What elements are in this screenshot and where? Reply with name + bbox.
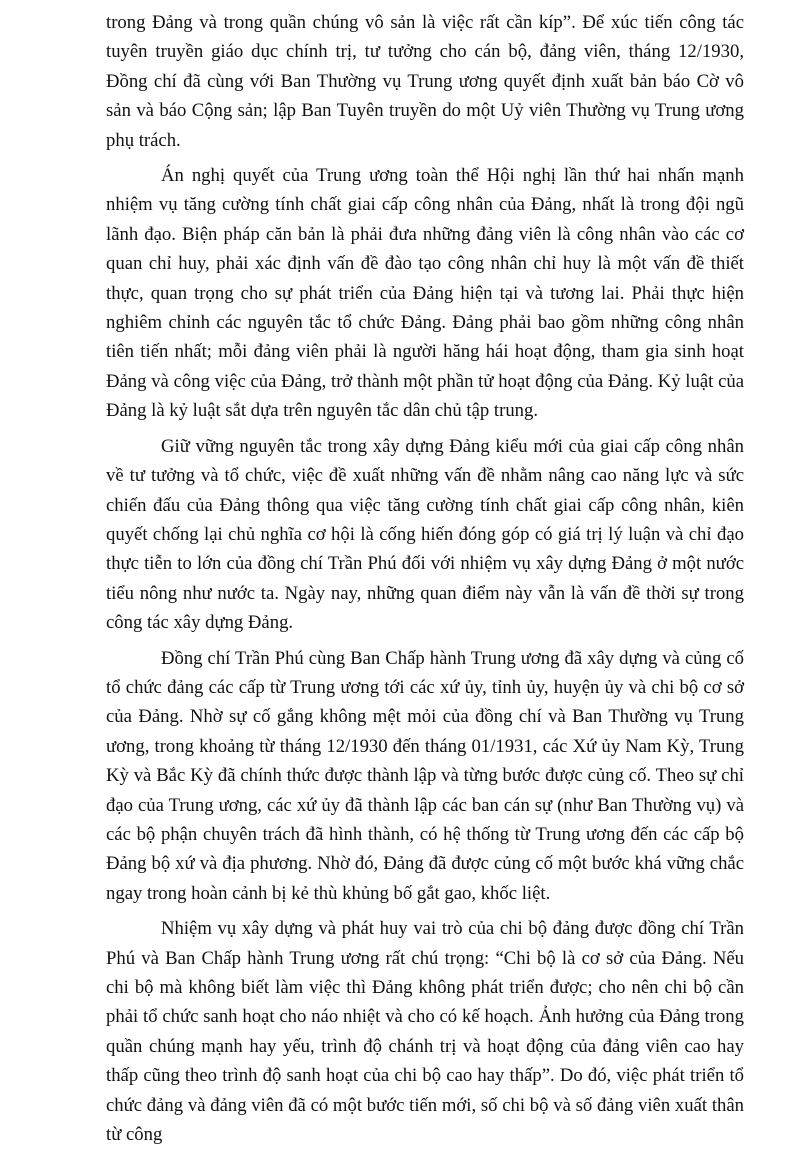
- paragraph-4: Đồng chí Trần Phú cùng Ban Chấp hành Trung ương đã xây dựng và củng cố tổ chức đảng các cấp từ Trung ương tới các xứ ủy, tỉnh ủy, huyện ủy và chi bộ cơ sở của Đảng. Nhờ sự cố gắng không mệt mỏi của đồng chí và Ban Thường vụ Trung ương, trong khoảng từ tháng 12/1930 đến tháng 01/1931, các Xứ ủy Nam Kỳ, Trung Kỳ và Bắc Kỳ đã chính thức được thành lập và từng bước được củng cố. Theo sự chỉ đạo của Trung ương, các xứ ủy đã thành lập các ban cán sự (như Ban Thường vụ) và các bộ phận chuyên trách đã hình thành, có hệ thống từ Trung ương đến các cấp bộ Đảng bộ xứ và địa phương. Nhờ đó, Đảng đã được củng cố một bước khá vững chắc ngay trong hoàn cảnh bị kẻ thù khủng bố gắt gao, khốc liệt.: [106, 647, 744, 904]
- paragraph-1: trong Đảng và trong quần chúng vô sản là việc rất cần kíp”. Để xúc tiến công tác tuyên truyền giáo dục chính trị, tư tưởng cho cán bộ, đảng viên, tháng 12/1930, Đồng chí đã cùng với Ban Thường vụ Trung ương quyết định xuất bản báo Cờ vô sản và báo Cộng sản; lập Ban Tuyên truyền do một Uỷ viên Thường vụ Trung ương phụ trách.: [106, 12, 744, 151]
- paragraph-5: Nhiệm vụ xây dựng và phát huy vai trò của chi bộ đảng được đồng chí Trần Phú và Ban Chấp hành Trung ương rất chú trọng: “Chi bộ là cơ sở của Đảng. Nếu chi bộ mà không biết làm việc thì Đảng không phát triển được; cho nên chi bộ cần phải tổ chức sanh hoạt cho náo nhiệt và cho có kế hoạch. Ảnh hưởng của Đảng trong quần chúng mạnh hay yếu, trình độ chánh trị và hoạt động của đảng viên cao hay thấp cũng theo trình độ sanh hoạt của chi bộ cao hay thấp”. Do đó, việc phát triển tổ chức đảng và đảng viên đã có một bước tiến mới, số chi bộ và số đảng viên xuất thân từ công: [106, 918, 744, 1146]
- paragraph-2: Án nghị quyết của Trung ương toàn thể Hội nghị lần thứ hai nhấn mạnh nhiệm vụ tăng cường tính chất giai cấp công nhân của Đảng, nhất là trong đội ngũ lãnh đạo. Biện pháp căn bản là phải đưa những đảng viên là công nhân vào các cơ quan chỉ huy, phải xác định vấn đề đào tạo công nhân chỉ huy là một vấn đề thiết thực, quan trọng cho sự phát triển của Đảng hiện tại và tương lai. Phải thực hiện nghiêm chỉnh các nguyên tắc tổ chức Đảng. Đảng phải bao gồm những công nhân tiên tiến nhất; mỗi đảng viên phải là người hăng hái hoạt động, tham gia sinh hoạt Đảng và công việc của Đảng, trở thành một phần tử hoạt động của Đảng. Kỷ luật của Đảng là kỷ luật sắt dựa trên nguyên tắc dân chủ tập trung.: [106, 165, 744, 422]
- paragraph-3: Giữ vững nguyên tắc trong xây dựng Đảng kiểu mới của giai cấp công nhân về tư tưởng và tổ chức, việc đề xuất những vấn đề nhằm nâng cao năng lực và sức chiến đấu của Đảng thông qua việc tăng cường tính chất giai cấp công nhân, kiên quyết chống lại chủ nghĩa cơ hội là cống hiến đóng góp có giá trị lý luận và chỉ đạo thực tiễn to lớn của đồng chí Trần Phú đối với nhiệm vụ xây dựng Đảng ở một nước tiểu nông như nước ta. Ngày nay, những quan điểm này vẫn là vấn đề thời sự trong công tác xây dựng Đảng.: [106, 435, 744, 634]
